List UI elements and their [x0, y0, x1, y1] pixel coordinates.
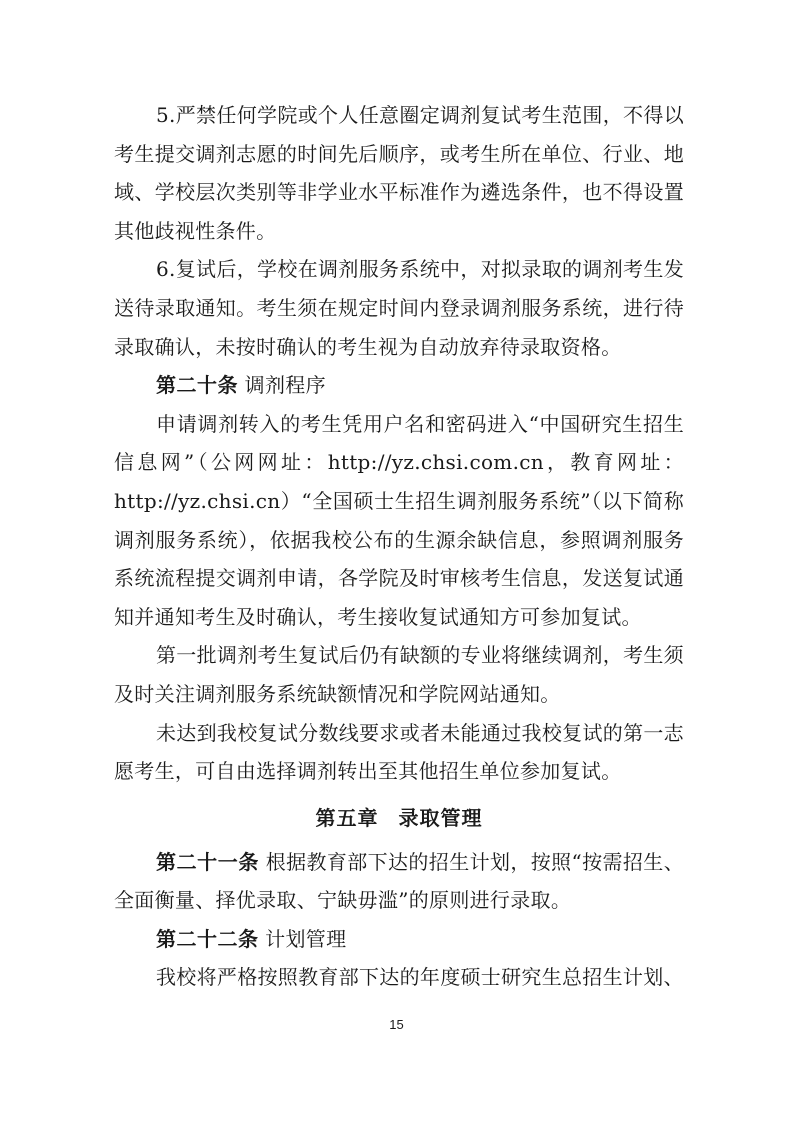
article-22-paragraph-1: 我校将严格按照教育部下达的年度硕士研究生总招生计划、: [156, 965, 684, 990]
article-21-paragraph: [114, 843, 684, 920]
page-number: 15: [389, 1017, 404, 1032]
article-20-paragraph-2: 第一批调剂考生复试后仍有缺额的专业将继续调剂，考生须及时关注调剂服务系统缺额情况和学院网站通知。: [114, 643, 684, 706]
article-20-heading-line: [114, 366, 684, 405]
paragraph-item-6: 6.复试后，学校在调剂服务系统中，对拟录取的调剂考生发送待录取通知。考生须在规定时间内登录调剂服务系统，进行待录取确认，未按时确认的考生视为自动放弃待录取资格。: [114, 257, 684, 359]
chapter-5-title: 录取管理: [398, 805, 483, 830]
article-20-paragraph-3: 未达到我校复试分数线要求或者未能通过我校复试的第一志愿考生，可自由选择调剂转出至其他招生单位参加复试。: [114, 720, 684, 784]
paragraph-item-5: 5.严禁任何学院或个人任意圈定调剂复试考生范围，不得以考生提交调剂志愿的时间先后顺序，或考生所在单位、行业、地域、学校层次类别等非学业水平标准作为遴选条件，也不得设置其他歧视性条件。: [114, 103, 684, 243]
article-22-heading-line: [114, 920, 684, 959]
article-21-number: 第二十一条: [156, 849, 259, 874]
article-20-title: 调剂程序: [244, 373, 326, 398]
article-21-text: 根据教育部下达的招生计划，按照“按需招生、全面衡量、择优录取、宁缺毋滥”的原则进行录取。: [114, 849, 684, 913]
article-20-number: 第二十条: [156, 373, 238, 398]
article-22-title: 计划管理: [265, 926, 347, 951]
document-page: [114, 96, 684, 997]
article-22-number: 第二十二条: [156, 926, 259, 951]
chapter-5-number: 第五章: [315, 805, 379, 830]
chapter-5-heading: [114, 798, 684, 838]
article-20-paragraph-1: 申请调剂转入的考生凭用户名和密码进入“中国研究生招生信息网”（公网网址：http://yz.chsi.com.cn，教育网址：http://yz.chsi.cn）“全国硕士生招生调剂服务系统”（以下简称调剂服务系统），依据我校公布的生源余缺信息，参照调剂服务系统流程提交调剂申请，各学院及时审核考生信息，发送复试通知并通知考生及时确认，考生接收复试通知方可参加复试。: [114, 411, 684, 629]
